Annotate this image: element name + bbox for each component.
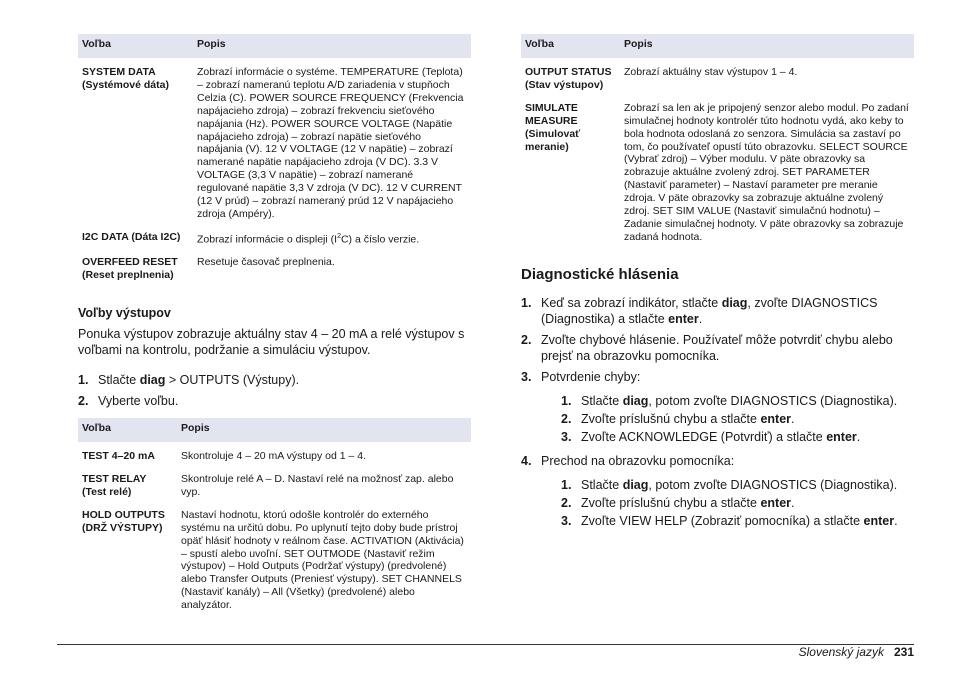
column-header-description: Popis xyxy=(193,34,471,58)
list-item: 2. Vyberte voľbu. xyxy=(78,394,179,409)
table-row xyxy=(78,465,471,501)
list-item: 2. Zvoľte príslušnú chybu a stlačte enter. xyxy=(561,411,795,426)
section-heading: Voľby výstupov xyxy=(78,306,171,321)
option-name: TEST 4–20 mA xyxy=(82,450,155,463)
option-name: SYSTEM DATA (Systémové dáta) xyxy=(82,66,169,91)
diagnostics-heading: Diagnostické hlásenia xyxy=(521,265,679,283)
table-row xyxy=(78,248,471,284)
table-header-row xyxy=(78,34,471,58)
outputs-steps xyxy=(78,372,471,409)
table-row xyxy=(78,501,471,614)
option-name: OUTPUT STATUS (Stav výstupov) xyxy=(525,66,612,91)
option-name: HOLD OUTPUTS (DRŽ VÝSTUPY) xyxy=(82,508,165,534)
list-item: 1. Keď sa zobrazí indikátor, stlačte diag, zvoľte DIAGNOSTICS (Diagnostika) a stlačte enter. xyxy=(521,295,878,326)
table-header-row xyxy=(78,418,471,442)
column-header-description: Popis xyxy=(177,418,471,442)
option-name: OVERFEED RESET (Reset preplnenia) xyxy=(82,256,178,282)
option-description: Zobrazí informácie o displeji $(I^2C)$ a číslo verzie. xyxy=(197,232,420,246)
list-item: 3. Potvrdenie chyby: 1. Stlačte diag, potom zvoľte DIAGNOSTICS (Diagnostika). 2. Zvoľte príslušnú chybu a stlačte enter. 3. Zvoľte ACKNOWLEDGE (Potvrdiť) a stlačte enter. xyxy=(521,369,914,445)
option-description: Skontroluje 4 – 20 mA výstupy od 1 – 4. xyxy=(181,450,367,463)
footer-language: Slovenský jazyk xyxy=(798,645,884,659)
column-header-description: Popis xyxy=(620,34,914,58)
table-row xyxy=(78,442,471,465)
column-header-option: Voľba xyxy=(78,34,193,58)
help-substeps xyxy=(561,477,914,529)
diagnostics-steps xyxy=(521,295,914,529)
list-item: 1. Stlačte diag > OUTPUTS (Výstupy). xyxy=(78,373,300,388)
option-description: Zobrazí sa len ak je pripojený senzor alebo modul. Po zadaní simulačnej hodnoty kontrolér túto hodnotu vydá, ako keby to bola hodnota odoslaná zo senzora. Simulácia sa zastaví po tom, čo používateľ opustí túto obrazovku. SELECT SOURCE (Vybrať zdroj) – Výber modulu. V päte obrazovky sa zobrazuje aktuálne zvolený zdroj. SET PARAMETER (Nastaviť parameter) – Nastaví parameter pre meranie zdroja. V päte obrazovky sa zobrazuje aktuálne zvolený zdroj. SET SIM VALUE (Nastaviť simulačnú hodnotu) – Zadanie simulačnej hodnoty. V päte obrazovky sa zobrazuje zadaná hodnota. xyxy=(624,101,909,243)
list-item: 2. Zvoľte chybové hlásenie. Používateľ môže potvrdiť chybu alebo prejsť na obrazovku pomocníka. xyxy=(521,332,893,363)
option-name: TEST RELAY (Test relé) xyxy=(82,473,147,498)
option-description: Zobrazí informácie o systéme. TEMPERATURE (Teplota) – zobrazí nameranú teplotu A/D zariadenia v stupňoch Celzia (C). POWER SOURCE FREQUENCY (Frekvencia napájacieho zdroja) – zobrazí frekvenciu sieťového napájania (Hz). POWER SOURCE VOLTAGE (Napätie napájacieho zdroja) – zobrazí napätie sieťového napájania (V). 12 V VOLTAGE (12 V napätie) – zobrazí namerané napätie napájacieho zdroja (V DC). 3.3 V VOLTAGE (3,3 V napätie) – zobrazí namerané regulované napätie 3,3 V zdroja (V DC). 12 V CURRENT (12 V prúd) – zobrazí nameraný prúd 12 V napájacieho zdroja (Ampéry). xyxy=(197,66,464,220)
outputs-options-table xyxy=(78,418,471,614)
column-header-option: Voľba xyxy=(78,418,177,442)
table-row xyxy=(521,94,914,246)
list-item: 1. Stlačte diag, potom zvoľte DIAGNOSTICS (Diagnostika). xyxy=(561,393,898,408)
page-footer xyxy=(57,644,914,659)
table-row xyxy=(78,223,471,248)
list-item: 1. Stlačte diag, potom zvoľte DIAGNOSTICS (Diagnostika). xyxy=(561,477,898,492)
list-item: 3. Zvoľte ACKNOWLEDGE (Potvrdiť) a stlačte enter. xyxy=(561,429,861,444)
table-header-row xyxy=(521,34,914,58)
column-header-option: Voľba xyxy=(521,34,620,58)
list-item: 4. Prechod na obrazovku pomocníka: 1. Stlačte diag, potom zvoľte DIAGNOSTICS (Diagnostika). 2. Zvoľte príslušnú chybu a stlačte enter. 3. Zvoľte VIEW HELP (Zobraziť pomocníka) a stlačte enter. xyxy=(521,453,914,529)
table-row xyxy=(78,58,471,223)
list-item: 3. Zvoľte VIEW HELP (Zobraziť pomocníka) a stlačte enter. xyxy=(561,513,898,528)
option-description: Skontroluje relé A – D. Nastaví relé na možnosť zap. alebo vyp. xyxy=(181,473,454,498)
option-description: Zobrazí aktuálny stav výstupov 1 – 4. xyxy=(624,66,798,78)
option-description: Nastaví hodnotu, ktorú odošle kontrolér do externého systému na určitú dobu. Po uplynutí tejto doby bude prístroj opäť hlásiť hodnoty v reálnom čase. ACTIVATION (Aktivácia) – spustí alebo uvoľní. SET OUTMODE (Nastaviť režim výstupov) – Hold Outputs (Podržať výstupy) (predvolené) alebo Transfer Outputs (Preniesť výstupy). SET CHANNELS (Nastaviť kanály) – All (Všetky) (predvolené) alebo analyzátor. xyxy=(181,508,464,612)
outputs-status-table xyxy=(521,34,914,246)
page-number: 231 xyxy=(893,645,914,659)
acknowledge-substeps xyxy=(561,393,914,445)
option-name: SIMULATE MEASURE (Simulovať meranie) xyxy=(525,101,581,153)
list-item: 2. Zvoľte príslušnú chybu a stlačte enter. xyxy=(561,495,795,510)
system-options-table xyxy=(78,34,471,284)
option-name: I2C DATA (Dáta I2C) xyxy=(82,230,181,243)
left-column xyxy=(78,34,471,614)
table-row xyxy=(521,58,914,94)
option-description: Resetuje časovač preplnenia. xyxy=(197,256,335,269)
section-intro: Ponuka výstupov zobrazuje aktuálny stav 4 – 20 mA a relé výstupov s voľbami na kontrolu, podržanie a simuláciu výstupov. xyxy=(78,327,465,358)
right-column xyxy=(521,34,914,537)
